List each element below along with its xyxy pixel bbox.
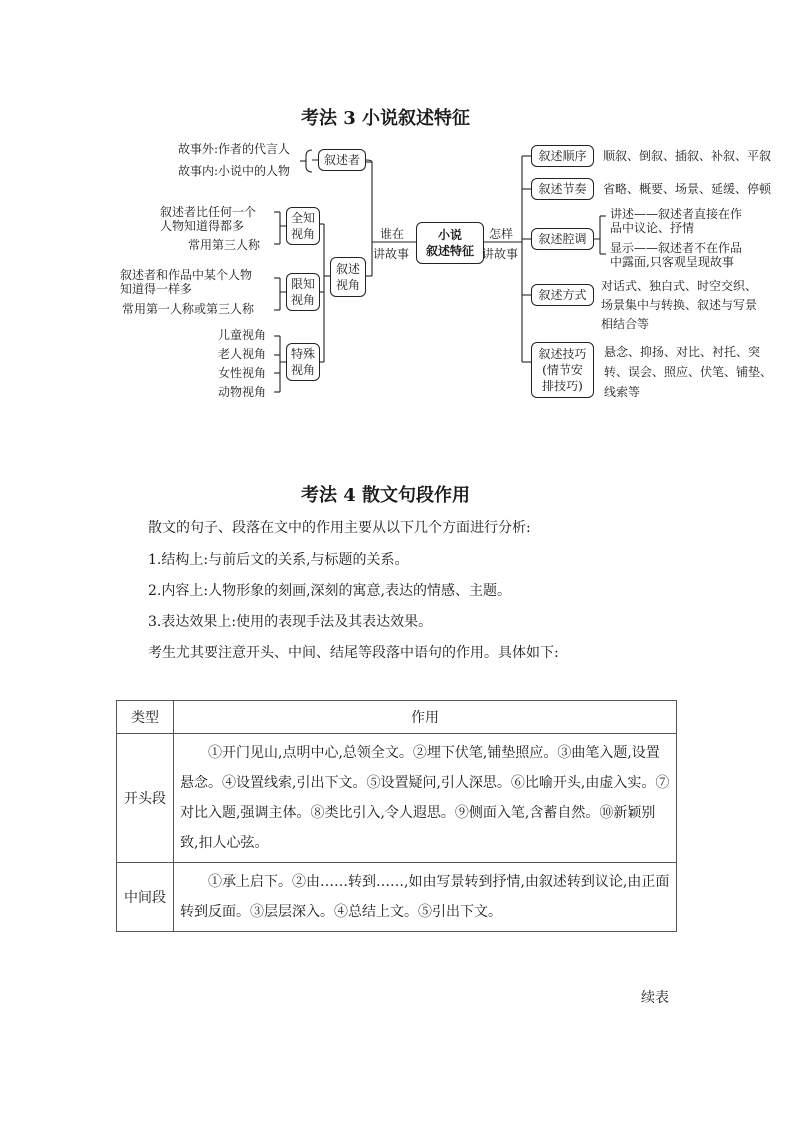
narrator-node — [318, 149, 366, 171]
limited-line1: 限知 — [290, 277, 315, 291]
omniscient-line1: 全知 — [290, 211, 315, 225]
limited-desc1: 叙述者和作品中某个人物 — [120, 268, 253, 282]
table-row — [117, 734, 677, 863]
tone-show2: 中露面,只客观呈现故事 — [610, 255, 734, 269]
order-node — [531, 145, 594, 167]
special-item-elder: 老人视角 — [218, 347, 267, 361]
table-row — [117, 863, 677, 932]
table-cell-type: 中间段 — [117, 863, 174, 932]
narrator-label: 叙述者 — [323, 153, 360, 167]
omniscient-desc3: 常用第三人称 — [188, 238, 261, 252]
skill-label1: 叙述技巧 — [538, 347, 587, 361]
rhythm-node — [531, 178, 594, 200]
section4-note: 考生尤其要注意开头、中间、结尾等段落中语句的作用。具体如下: — [148, 645, 559, 661]
omniscient-line2: 视角 — [290, 227, 315, 241]
table-cell-type: 开头段 — [117, 734, 174, 863]
special-line1: 特殊 — [290, 347, 315, 361]
perspective-node — [330, 257, 366, 297]
section4-point-1: 1.结构上:与前后文的关系,与标题的关系。 — [148, 552, 409, 568]
right-connector-line2: 讲故事 — [482, 247, 519, 261]
mode-label: 叙述方式 — [538, 288, 587, 302]
mode-line3: 相结合等 — [601, 317, 650, 331]
perspective-line2: 视角 — [335, 278, 360, 292]
limited-node — [286, 273, 320, 311]
rhythm-label: 叙述节奏 — [538, 182, 587, 196]
left-connector-line2: 讲故事 — [373, 247, 410, 261]
table-header-function: 作用 — [174, 701, 677, 734]
skill-label2: (情节安 — [542, 363, 583, 377]
special-item-animal: 动物视角 — [218, 385, 267, 399]
special-item-female: 女性视角 — [218, 366, 267, 380]
special-line2: 视角 — [290, 363, 315, 377]
omniscient-desc2: 人物知道得都多 — [160, 219, 245, 233]
center-line2: 叙述特征 — [425, 244, 474, 258]
skill-node — [531, 342, 594, 398]
table-header-type: 类型 — [117, 701, 174, 734]
perspective-line1: 叙述 — [335, 262, 360, 276]
skill-line2: 转、误会、照应、伏笔、铺垫、 — [604, 365, 773, 379]
limited-desc3: 常用第一人称或第三人称 — [122, 302, 255, 316]
left-connector-line1: 谁在 — [380, 227, 405, 241]
right-connector-line1: 怎样 — [489, 227, 514, 241]
mode-line2: 场景集中与转换、叙述与写景 — [601, 298, 758, 312]
limited-desc2: 知道得一样多 — [120, 282, 193, 296]
table-cell-function: ①承上启下。②由……转到……,如由写景转到抒情,由叙述转到议论,由正面转到反面。③层层深入。④总结上文。⑤引出下文。 — [174, 863, 677, 932]
section4-point-2: 2.内容上:人物形象的刻画,深刻的寓意,表达的情感、主题。 — [148, 583, 511, 599]
table-header-row — [117, 701, 677, 734]
section3-title: 考法 3 小说叙述特征 — [301, 108, 471, 129]
tone-label: 叙述腔调 — [538, 232, 587, 246]
section4-point-3: 3.表达效果上:使用的表现手法及其表达效果。 — [148, 614, 433, 630]
tone-tell2: 品中议论、抒情 — [610, 221, 695, 235]
special-item-child: 儿童视角 — [218, 328, 267, 342]
narrator-item-inside: 故事内:小说中的人物 — [178, 164, 291, 178]
order-text: 顺叙、倒叙、插叙、补叙、平叙 — [603, 149, 772, 163]
tone-tell1: 讲述——叙述者直接在作 — [610, 207, 743, 221]
limited-line2: 视角 — [290, 293, 315, 307]
center-line1: 小说 — [437, 228, 462, 242]
skill-line3: 线索等 — [604, 385, 641, 399]
mode-line1: 对话式、独白式、时空交织、 — [601, 279, 758, 293]
table-cell-function: ①开门见山,点明中心,总领全文。②埋下伏笔,铺垫照应。③曲笔入题,设置悬念。④设置线索,引出下文。⑤设置疑问,引人深思。⑥比喻开头,由虚入实。⑦对比入题,强调主体。⑧类比引入,令人遐思。⑨侧面入笔,含蓄自然。⑩新颖别致,扣人心弦。 — [174, 734, 677, 863]
special-node — [286, 343, 320, 381]
continued-label: 续表 — [641, 990, 669, 1006]
tone-node — [531, 228, 594, 250]
omniscient-desc1: 叙述者比任何一个 — [160, 205, 257, 219]
skill-line1: 悬念、抑扬、对比、衬托、突 — [604, 345, 761, 359]
function-table — [116, 700, 677, 932]
tone-show1: 显示——叙述者不在作品 — [610, 241, 743, 255]
section4-title: 考法 4 散文句段作用 — [301, 485, 471, 506]
mode-node — [531, 284, 594, 306]
skill-label3: 排技巧) — [542, 379, 583, 393]
section4-intro: 散文的句子、段落在文中的作用主要从以下几个方面进行分析: — [148, 520, 531, 536]
order-label: 叙述顺序 — [538, 149, 587, 163]
omniscient-node — [286, 207, 320, 245]
center-node — [416, 222, 484, 264]
narrator-item-outside: 故事外:作者的代言人 — [178, 142, 291, 156]
rhythm-text: 省略、概要、场景、延缓、停顿 — [603, 182, 772, 196]
